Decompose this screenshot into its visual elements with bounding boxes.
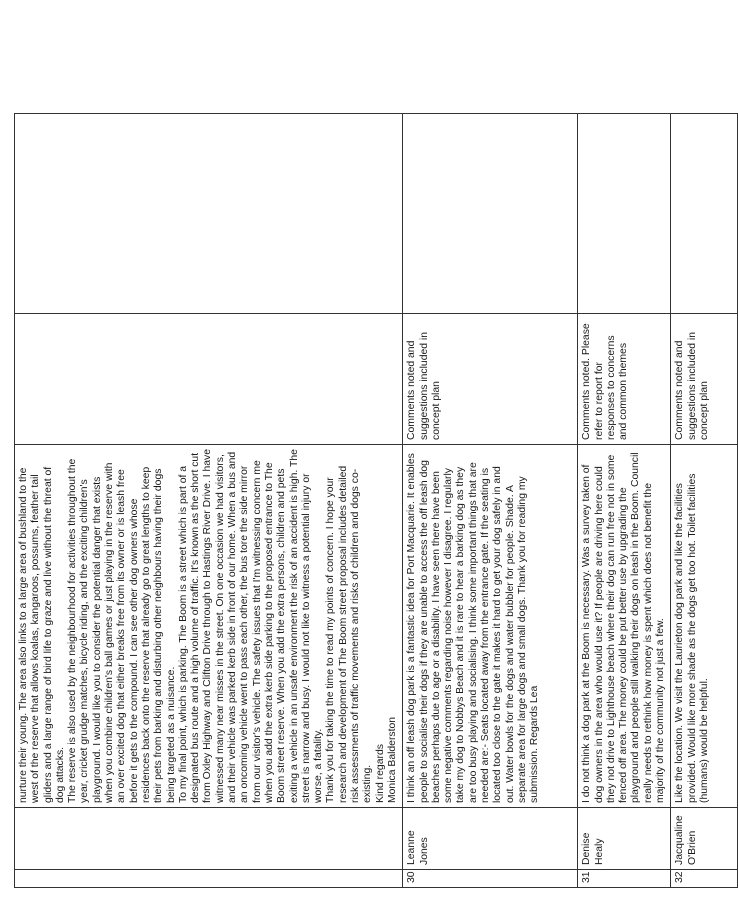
- table-row: [15, 114, 403, 888]
- submitter-name: Denise Healy: [578, 808, 671, 870]
- council-response: [15, 314, 403, 445]
- submitter-name: Jacqualine O'Brien: [671, 808, 738, 870]
- submission-number: 30: [403, 870, 578, 888]
- submissions-table: [14, 113, 738, 888]
- submission-comment: [403, 445, 578, 808]
- blank-column-cell: [15, 114, 403, 314]
- table-row: [671, 114, 738, 888]
- rotated-page: [14, 114, 710, 888]
- submission-comment: [671, 445, 738, 808]
- council-response: Comments noted and suggestions included in concept plan: [403, 314, 578, 445]
- comment-text: I do not think a dog park at the Boom is necessary. Was a survey taken of dog owners in the area who would use it? If people are driving here could they not drive to Lighthouse beach where their dog can run free not in some fenced off area. The money could be put better use by upgrading the playground and people still walking their dogs on leash in the Boom. Council really needs to rethink how money is spent which does not benefit the majority of the community not just a few.: [581, 452, 666, 803]
- table-row: [403, 114, 578, 888]
- comment-text: I think an off leash dog park is a fantastic idea for Port Macquarie. It enables people to socialise their dogs if they are unable to access the off leash dog beaches perhaps due to age or a disability. I have seen there have been some negative comments regarding noise however I disagree. I regularly take my dog to Nobbys Beach and it is rare to hear a barking dog as they are too busy playing and socialising. I think some important things that are needed are:- Seats located away from the entrance gate. If the seating is located too close to the gate it makes it hard to get your dog safely in and out. Water bowls for the dogs and water bubbler for people. Shade. A separate area for large dogs and small dogs. Thank you for reading my submission. Regards Lea: [406, 453, 541, 803]
- council-response: Comments noted and suggestions included in concept plan: [671, 314, 738, 445]
- blank-column-cell: [578, 114, 671, 314]
- table-row: [578, 114, 671, 888]
- submission-comment: [578, 445, 671, 808]
- submitter-name: [15, 808, 403, 870]
- blank-column-cell: [671, 114, 738, 314]
- submission-comment: [15, 445, 403, 808]
- submission-number: 32: [671, 870, 738, 888]
- comment-text: Like the location. We visit the Laurieton dog park and like the facilities provided. Would like more shade as the dogs get too hot. Toilet facilities (humans) would be helpful.: [674, 473, 710, 803]
- submission-number: 31: [578, 870, 671, 888]
- comment-text: nurture their young. The area also links to a large area of bushland to the west of the reserve that allows koalas, kangaroos, possums, feather tail gliders and a large range of bird life to graze and live without the threat of dog attacks. The reserve is also used by the neighbourhood for activities throughout the year, cricket grudge matches, bicycle riding, and the exciting children's playground. I would like you to consider the potential danger that exists when you combine children's ball games or just playing in the reserve with an over excited dog that either breaks free from its owner or is leash free before it gets to the compound. I can see other dog owners whose residences back onto the reserve that already go to great lengths to keep their pets from barking and disturbing other neighbours having their dogs being targeted as a nuisance. To my final point, which is parking. The Boom is a street which is part of a designated bus route and a high volume of traffic. It's known as the short cut from Oxley Highway and Clifton Drive through to Hastings River Drive. I have witnessed many near misses in the street. On one occasion we had visitors, and their vehicle was parked kerb side in front of our home. When a bus and an oncoming vehicle went to pass each other, the bus tore the side mirror from our visitor's vehicle. The safety issues that I'm witnessing concern me when you add the extra kerb side parking to the proposed entrance to The Boom street reserve. When you add the extra persons, children and pets exiting a vehicle in an unsafe environment the risk of an accident is high. The street is narrow and busy. I would not like to witness a potential injury or worse, a fatality. Thank you for taking the time to read my points of concern. I hope your research and development of The Boom street proposal includes detailed risk assessments of traffic movements and risks of children and dogs co-existing. Kind regards Monica Balderston: [18, 449, 398, 803]
- blank-column-cell: [403, 114, 578, 314]
- council-response: Comments noted. Please refer to report for responses to concerns and common themes: [578, 314, 671, 445]
- submitter-name: Leanne Jones: [403, 808, 578, 870]
- submission-number: [15, 870, 403, 888]
